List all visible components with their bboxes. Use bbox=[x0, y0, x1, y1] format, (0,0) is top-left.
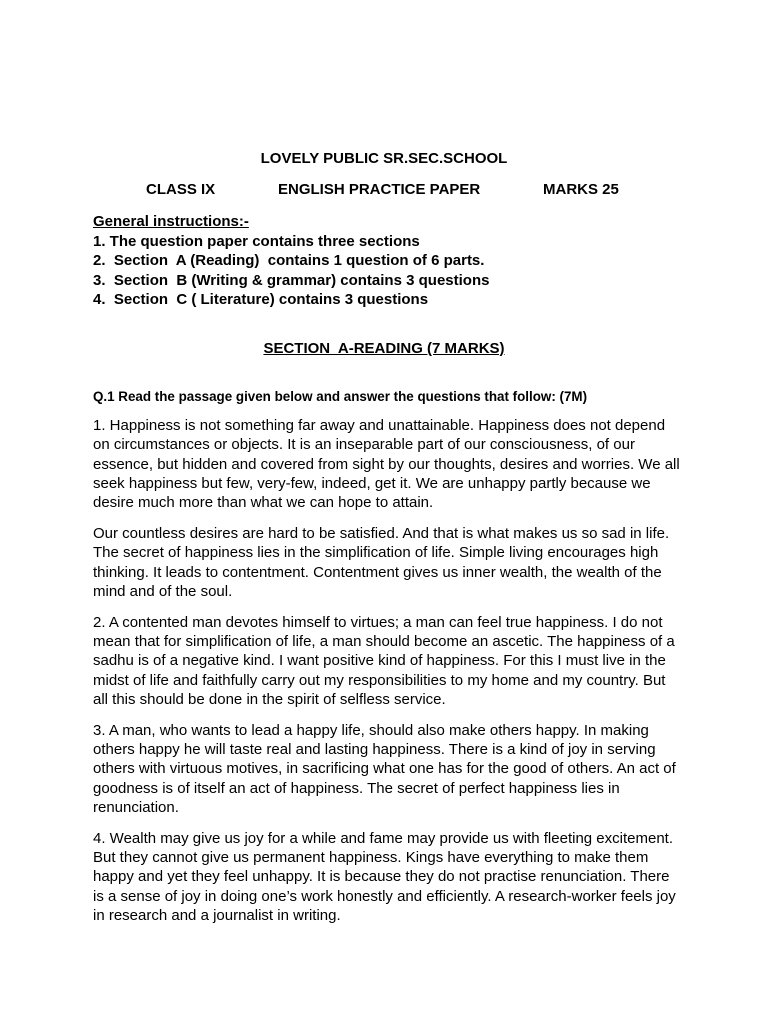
instruction-item: 2. Section A (Reading) contains 1 question of 6 parts. bbox=[93, 252, 485, 269]
reading-passage bbox=[93, 416, 683, 937]
instructions-heading: General instructions:- bbox=[93, 213, 249, 230]
school-name: LOVELY PUBLIC SR.SEC.SCHOOL bbox=[260, 150, 508, 167]
question-1: Q.1 Read the passage given below and answer the questions that follow: (7M) bbox=[93, 389, 588, 404]
class-label: CLASS IX bbox=[146, 181, 216, 198]
paper-meta-row bbox=[0, 181, 768, 199]
passage-paragraph: 1. Happiness is not something far away and unattainable. Happiness does not depend on circumstances or objects. It is an inseparable part of our consciousness, of our essence, but hidden and covered from sight by our thoughts, desires and worries. We all seek happiness but few, very-few, indeed, get it. We are unhappy partly because we desire much more than what we can hope to attain. bbox=[93, 417, 680, 512]
passage-paragraph: Our countless desires are hard to be satisfied. And that is what makes us so sad in life. The secret of happiness lies in the simplification of life. Simple living encourages high thinking. It leads to contentment. Contentment gives us inner wealth, the wealth of the mind and of the soul. bbox=[93, 524, 670, 600]
passage-paragraph: 4. Wealth may give us joy for a while and fame may provide us with fleeting excitement. But they cannot give us permanent happiness. Kings have everything to make them happy and yet they feel unhappy. It is because they do not practise renunciation. There is a sense of joy in doing one’s work honestly and efficiently. A research-worker feels joy in research and a journalist in writing. bbox=[93, 829, 676, 924]
paper-title: ENGLISH PRACTICE PAPER bbox=[278, 181, 481, 198]
instruction-item: 4. Section C ( Literature) contains 3 questions bbox=[93, 291, 429, 308]
general-instructions bbox=[93, 212, 693, 310]
marks-label: MARKS 25 bbox=[543, 181, 619, 198]
passage-paragraph: 3. A man, who wants to lead a happy life, should also make others happy. In making others happy he will taste real and lasting happiness. There is a kind of joy in serving others with virtuous motives, in sacrificing what one has for the good of others. An act of goodness is of itself an act of happiness. The secret of perfect happiness lies in renunciation. bbox=[93, 721, 676, 816]
instruction-item: 3. Section B (Writing & grammar) contains 3 questions bbox=[93, 271, 490, 289]
passage-paragraph: 2. A contented man devotes himself to virtues; a man can feel true happiness. I do not mean that for simplification of life, a man should become an ascetic. The happiness of a sadhu is of a negative kind. I want positive kind of happiness. For this I must live in the midst of life and faithfully carry out my responsibilities to my home and my country. But all this should be done in the spirit of selfless service. bbox=[93, 613, 675, 708]
instruction-item: 1. The question paper contains three sections bbox=[93, 232, 420, 250]
section-a-heading: SECTION A-READING (7 MARKS) bbox=[263, 340, 505, 357]
